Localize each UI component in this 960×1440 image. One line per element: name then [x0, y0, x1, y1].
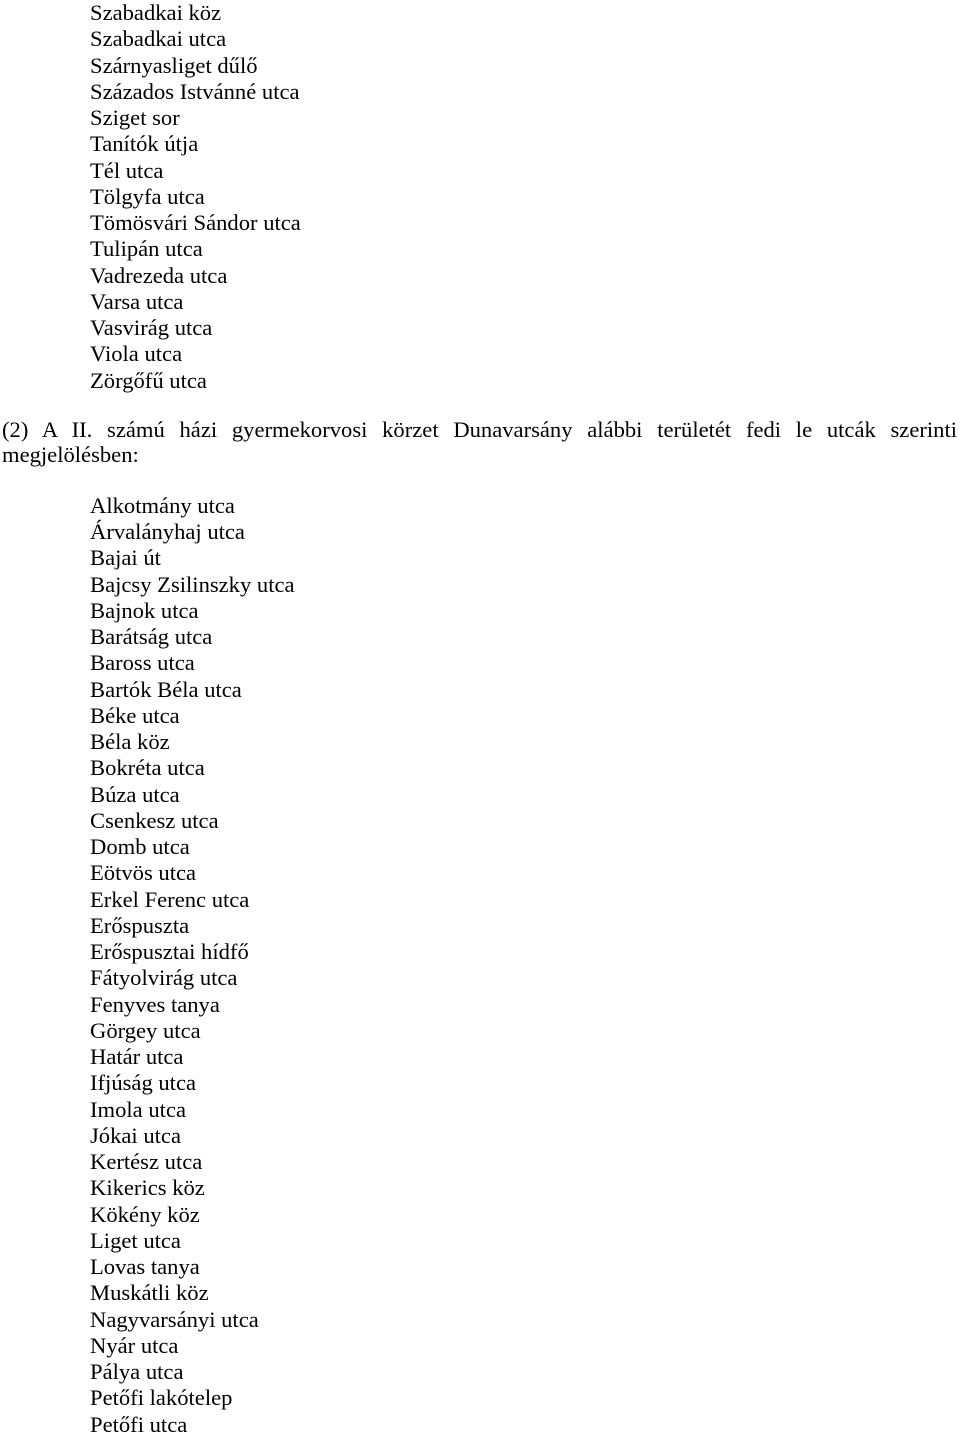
street-name: Ifjúság utca — [90, 1070, 197, 1096]
street-name: Tél utca — [90, 157, 164, 183]
street-name: Tömösvári Sándor utca — [90, 210, 301, 235]
street-name: Nagyvarsányi utca — [90, 1306, 259, 1332]
street-name: Barátság utca — [90, 624, 213, 649]
street-name: Zörgőfű utca — [90, 367, 207, 393]
street-name: Pálya utca — [90, 1359, 184, 1384]
street-name: Határ utca — [90, 1044, 184, 1069]
street-name: Eötvös utca — [90, 860, 197, 886]
street-list-district-2 — [0, 493, 960, 1438]
street-name: Bajnok utca — [90, 597, 199, 623]
district-2-description: (2) A II. számú házi gyermekorvosi körzet Dunavarsány alábbi területét fedi le utcák szerinti megjelölésben: — [2, 416, 957, 468]
street-name: Árvalányhaj utca — [90, 519, 245, 544]
street-list-continued — [0, 0, 960, 394]
street-name: Szabadkai köz — [90, 0, 222, 25]
street-name: Varsa utca — [90, 288, 184, 314]
street-name: Kikerics köz — [90, 1175, 205, 1201]
street-name: Alkotmány utca — [90, 492, 235, 518]
street-name: Vasvirág utca — [90, 315, 213, 340]
street-name: Tölgyfa utca — [90, 183, 205, 209]
street-name: Szabadkai utca — [90, 26, 227, 52]
street-name: Jókai utca — [90, 1122, 181, 1148]
street-name: Petőfi lakótelep — [90, 1385, 233, 1411]
street-name: Erőspusztai hídfő — [90, 939, 249, 964]
street-name: Fátyolvirág utca — [90, 965, 238, 991]
street-name: Muskátli köz — [90, 1280, 209, 1306]
street-name: Erőspuszta — [90, 912, 190, 938]
street-name: Bajcsy Zsilinszky utca — [90, 571, 295, 597]
street-name: Tulipán utca — [90, 236, 203, 262]
street-name: Lovas tanya — [90, 1254, 200, 1279]
street-name: Petőfi utca — [90, 1411, 188, 1437]
street-name: Tanítók útja — [90, 131, 199, 157]
street-name: Görgey utca — [90, 1017, 201, 1043]
street-name: Sziget sor — [90, 105, 180, 130]
street-name: Domb utca — [90, 834, 190, 859]
street-name: Vadrezeda utca — [90, 262, 228, 288]
street-name: Viola utca — [90, 341, 183, 367]
street-name: Kertész utca — [90, 1149, 203, 1174]
street-name: Bartók Béla utca — [90, 676, 242, 702]
street-name: Liget utca — [90, 1227, 181, 1253]
street-name: Százados Istvánné utca — [90, 78, 300, 104]
street-name: Csenkesz utca — [90, 807, 219, 833]
street-name: Szárnyasliget dűlő — [90, 52, 258, 78]
street-name: Bajai út — [90, 545, 161, 571]
street-name: Búza utca — [90, 781, 180, 807]
street-name: Bokréta utca — [90, 755, 205, 781]
street-name: Erkel Ferenc utca — [90, 886, 250, 912]
street-name: Fenyves tanya — [90, 991, 220, 1017]
street-name: Imola utca — [90, 1096, 186, 1122]
street-name: Kökény köz — [90, 1201, 200, 1227]
street-name: Baross utca — [90, 650, 195, 676]
street-name: Béla köz — [90, 729, 170, 754]
street-name: Nyár utca — [90, 1332, 179, 1358]
street-name: Béke utca — [90, 702, 180, 728]
